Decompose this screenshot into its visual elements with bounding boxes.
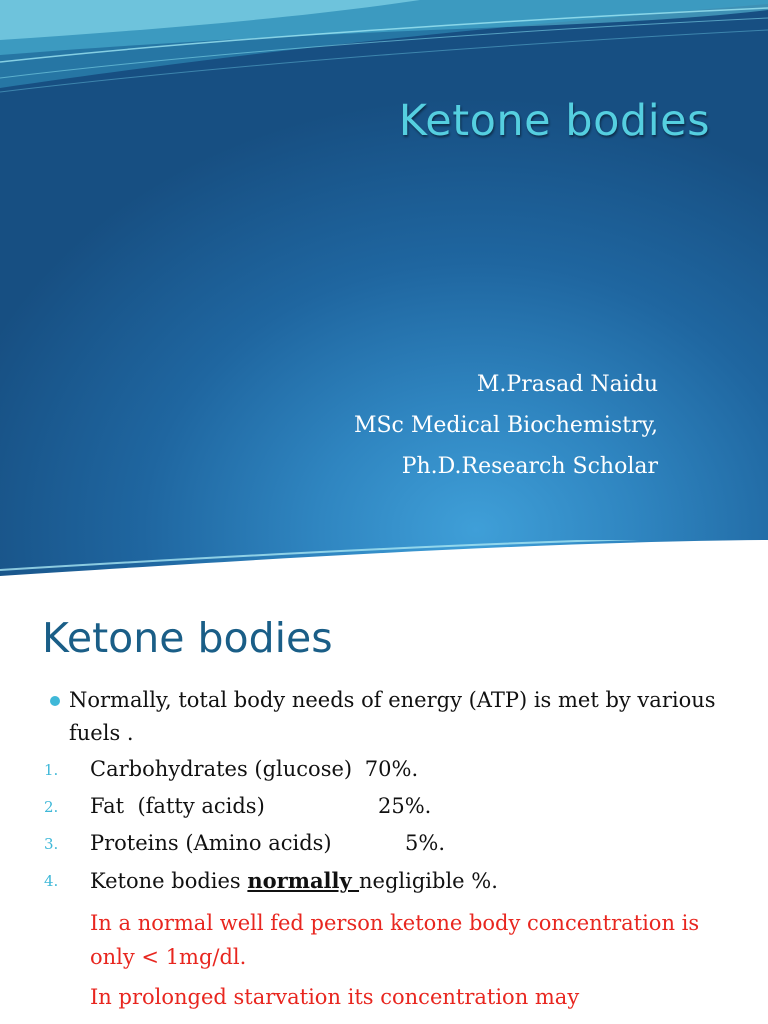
list-value: 25%.	[378, 794, 432, 818]
list-number: 2.	[44, 798, 59, 816]
list-emphasis: normally	[247, 868, 360, 893]
list-label: Carbohydrates (glucose)	[90, 757, 353, 781]
list-label: Fat (fatty acids)	[90, 794, 265, 818]
list-item	[0, 863, 768, 898]
list-value: negligible %.	[359, 869, 498, 893]
bullet-item	[0, 684, 729, 750]
list-number: 1.	[44, 761, 59, 779]
author-name: M.Prasad Naidu	[476, 372, 658, 397]
list-item	[0, 752, 768, 787]
list-item	[0, 789, 768, 824]
list-number: 3.	[44, 835, 59, 853]
author-block	[354, 364, 658, 487]
content-slide	[0, 576, 768, 1024]
list-value: 5%.	[405, 831, 445, 855]
content-body	[0, 684, 768, 1014]
content-slide-heading: Ketone bodies	[42, 614, 333, 662]
author-degree: MSc Medical Biochemistry,	[353, 413, 658, 438]
decorative-wave-bottom	[0, 540, 768, 576]
note-text: In a normal well fed person ketone body concentration is only < 1mg/dl.	[90, 911, 700, 969]
list-item	[0, 826, 768, 861]
list-label: Proteins (Amino acids)	[90, 831, 332, 855]
bullet-dot-icon	[50, 696, 60, 706]
note-text: In prolonged starvation its concentration may	[90, 985, 580, 1009]
bullet-text: Normally, total body needs of energy (ATP) is met by various fuels .	[69, 688, 716, 745]
list-label: Ketone bodies	[90, 869, 248, 893]
list-value: 70%.	[364, 757, 419, 781]
list-number: 4.	[44, 872, 59, 890]
author-position: Ph.D.Research Scholar	[401, 454, 658, 479]
title-slide-heading: Ketone bodies	[398, 96, 710, 146]
